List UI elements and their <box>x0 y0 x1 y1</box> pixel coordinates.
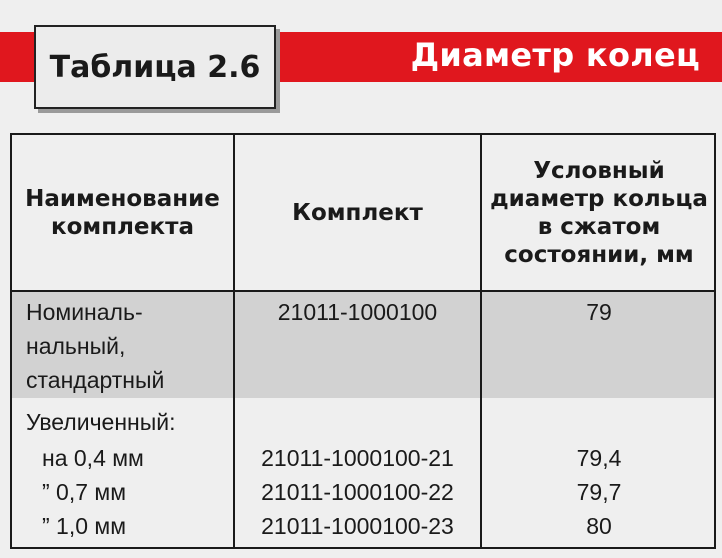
header-divider <box>12 290 714 292</box>
column-header-line: Наименование <box>25 185 220 212</box>
column-header-line: состоянии, мм <box>504 241 694 268</box>
row-kit: 21011-1000100 <box>277 299 438 325</box>
column-header-line: диаметр кольца <box>490 185 708 212</box>
sub-row-diameter: 79,4 <box>576 445 622 471</box>
sub-row-name: ” 1,0 мм <box>42 513 127 539</box>
row-name-line: нальный, <box>26 333 126 359</box>
table-label: Таблица 2.6 <box>49 49 261 85</box>
sub-row-kit: 21011-1000100-22 <box>261 479 454 505</box>
table-label-box <box>34 25 276 109</box>
row-name: Увеличенный: <box>26 409 176 435</box>
column-header-line: Условный <box>533 157 665 184</box>
sub-row-diameter: 79,7 <box>576 479 622 505</box>
column-header-line: комплекта <box>50 213 194 240</box>
sub-row-name: на 0,4 мм <box>42 445 144 471</box>
column-header-kit <box>235 135 480 290</box>
rings-diameter-table <box>10 133 716 549</box>
row-diameter: 79 <box>586 299 612 325</box>
row-name-line: стандартный <box>26 367 165 393</box>
sub-row-name: ” 0,7 мм <box>42 479 127 505</box>
sub-row-kit: 21011-1000100-21 <box>261 445 454 471</box>
sub-row-kit: 21011-1000100-23 <box>261 513 454 539</box>
page-title: Диаметр колец <box>410 36 700 74</box>
column-header-line: Комплект <box>292 199 423 226</box>
column-header-diameter <box>482 135 716 290</box>
column-header-kit-name <box>12 135 233 290</box>
row-name-line: Номиналь- <box>26 299 143 325</box>
column-header-line: в сжатом <box>537 213 661 240</box>
sub-row-diameter: 80 <box>586 513 612 539</box>
